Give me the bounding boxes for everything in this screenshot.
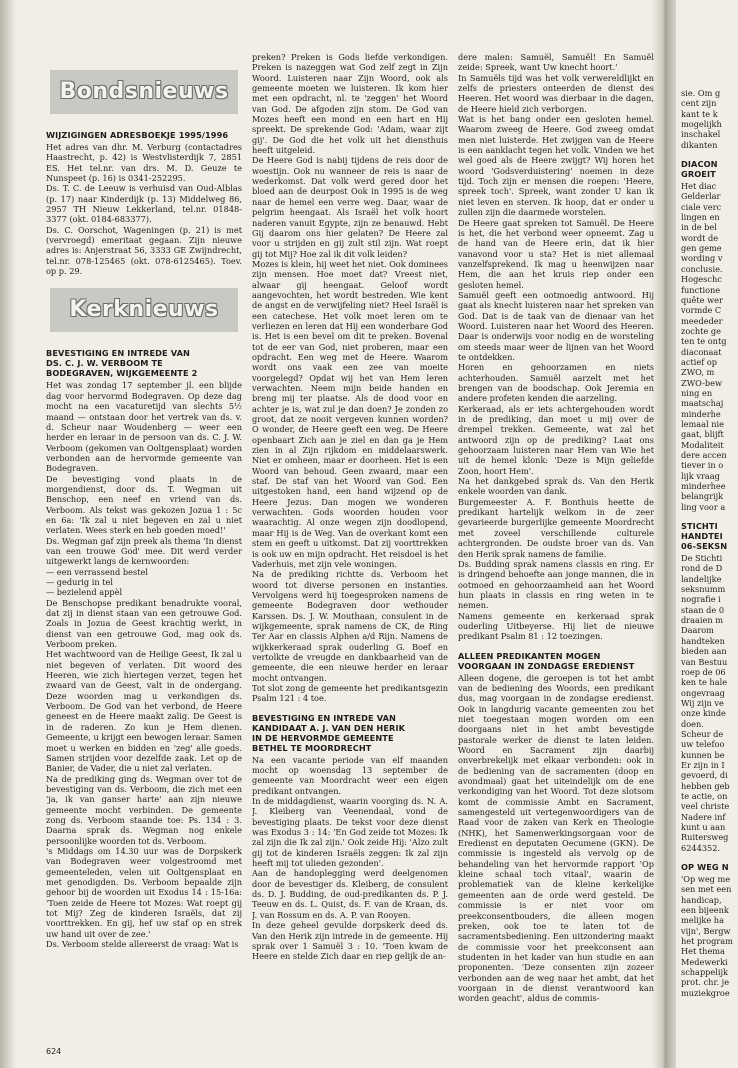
- bondsnieuws-banner: [50, 70, 238, 114]
- paragraph: Kerkeraad, als er iets achtergehouden wordt in de prediking, dan moet u mij over de drempel trekken. Gemeente, wat zal het antwoord zijn op de prediking? Laat ons gehoorzaam luisteren naar Hem van Wie het uit de hemel klonk: 'Deze is Mijn geliefde Zoon, hoort Hem'.: [458, 403, 654, 476]
- paragraph: Ds. Budding sprak namens classis en ring. Er is dringend behoefte aan jonge mannen, die in ootmoed en gehoorzaamheid aan het Woord hun plaats in classis en ring weten in te nemen.: [458, 558, 654, 611]
- paragraph: In Samuëls tijd was het volk verwereldlijkt en zelfs de priesters onteerden de dienst des Heeren. Het woord was dierbaar in die dagen, de Heere hield zich verborgen.: [458, 72, 654, 114]
- heading-diaconaat: DIACON GROEIT: [681, 159, 718, 180]
- kerknieuws-banner: [50, 288, 238, 332]
- paragraph: Alleen dogene, die geroepen is tot het ambt van de bediening des Woords, een predikant dus, mag voorgaan in de zondagse eredienst. Ook in langdurig vacante gemeenten zou het niet toegestaan mogen worden om een doorgaans niet in het ambt bevestigde pastorale werker de dienst te laten leiden. Woord en Sacrament zijn daarbij onverbrekelijk met elkaar verbonden: ook in de bediening van de sacramenten (doop en avondmaal) gaat het uiteindelijk om de ene verkondiging van het Woord. Tot deze slotsom komt de commissie Ambt en Sacrament, samengesteld uit vertegenwoordigers van de Raad voor de zaken van Kerk en Theologie (NHK), het Samenwerkingsorgaan voor de Eredienst en deputaten Oecumene (GKN). De commissie is ingesteld als vervolg op de behandeling van het hervormde rapport 'Op kleine schaal toch vitaal', waarin de problematiek van de kleine kerkelijke gemeenten aan de orde werd gesteld. De commissie is er niet voor om preekconsentbouders, die alleen mogen preken, ook toe te laten tot de sacramentsbediening. Een uitzondering maakt de commissie voor het preekconsent aan studenten in het kader van hun studie en aan proponenten. 'Deze consenten zijn zozeer verbonden aan de weg naar het ambt, dat het voorgaan in de dienst verantwoord kan worden geacht', aldus de commis-: [458, 672, 654, 1004]
- column-1: [46, 58, 242, 1048]
- paragraph: Burgemeester A. F. Bonthuis heette de predikant hartelijk welkom in de zeer gevarieerde burgerlijke gemeente Moordrecht met zoveel verschillende culturele achtergronden. De oudste broer van ds. Van den Herik sprak namens de familie.: [458, 496, 654, 559]
- paragraph: Ds. T. C. de Leeuw is verhuisd van Oud-Alblas (p. 17) naar Kinderdijk (p. 13) Middelweg 86, 2957 TH Nieuw Lekkerland, tel.nr. 01848-3377 (okt. 0184-683377).: [46, 183, 242, 225]
- paragraph: dere malen: Samuël, Samuël! En Samuël zeide: Spreek, want Uw knecht hoort.': [458, 52, 654, 73]
- paragraph: Wat is het bang onder een gesloten hemel. Waarom zweeg de Heere. God zweeg omdat men niet luisterde. Het zwijgen van de Heere is een aanklacht tegen het volk. Vinden we het wel goed als de Heere zwijgt? Wij horen het woord 'Godsverduistering' noemen in deze tijd. Toch zijn er mensen die roepen: 'Heere, spreek toch'. Spreek, want zonder U kan ik niet leven en sterven. Ik hoop, dat er onder u zullen zijn die daarmede worstelen.: [458, 114, 654, 218]
- heading-stichting: STICHTI HANDTEI 06-SEKSN: [681, 521, 728, 552]
- paragraph: Het adres van dhr. M. Verburg (contactadres Haastrecht, p. 42) is Westvlisterdijk 7, 2851 ES. Het tel.nr. van drs. M. D. Geuze te Nunspeet (p. 16) is 0341-252295.: [46, 142, 242, 184]
- column-3: [458, 52, 654, 1042]
- paragraph: Het was zondag 17 september jl. een blijde dag voor hervormd Bodegraven. Op deze dag mocht na een vacaturetijd van slechts 5½ maand — ontstaan door het vertrek van ds. v. d. Scheur naar Woudenberg — weer een herder en leraar in de persoon van ds. C. J. W. Verboom (gekomen van Ooltgensplaat) worden verbonden aan de hervormde gemeente van Bodegraven.: [46, 380, 242, 474]
- paragraph: sie. Om g cent zijn kant te k mogelijkh inschakel dikanten: [681, 88, 722, 150]
- paragraph: In deze geheel gevulde dorpskerk deed ds. Van den Herik zijn intrede in de gemeente. Hij sprak over 1 Samuël 3 : 10. 'Toen kwam de Heere en stelde Zich daar en riep gelijk de an-: [252, 920, 448, 962]
- kerknieuws-banner-text: Kerknieuws: [69, 297, 219, 323]
- heading-van-den-herik: BEVESTIGING EN INTREDE VAN KANDIDAAT A. J. VAN DEN HERIK IN DE HERVORMDE GEMEENTE BETHEL TE MOORDRECHT: [252, 712, 406, 753]
- paragraph: Ds. Verboom stelde allereerst de vraag: Wat is: [46, 939, 239, 950]
- paragraph: Mozes is klein, hij weet het niet. Ook dominees zijn mensen. Hoe moet dat? Vreest niet, alwaar gij heengaat. Geloof wordt aangevochten, het wordt bestreden. Wie kent de angst en de verwijfeling niet? Heel Israël is een catechese. Het volk moet leren om te verliezen en leren dat Hij een wonderbare God is. Het is een bevel om dit te preken. Bovenal tot de eer van God, niet proberen, maar een opdracht. Een weg met de Heere. Waarom wordt ons vaak een zee van moeite voorgelegd? Opdat wij het van Hem leren verwachten. Neem mijn beide handen en breng mij ter plaatse. Als de dood voor en achter je is, wat zul je dan doen? Je zonden zo groot, dat ze nooit vergeven kunnen worden? O wonder, de Heere geeft een weg. De Heere openbaart Zich aan je ziel en dan ga je Hem zien in al Zijn rijkdom en middelaarswerk. Niet er omheen, maar er doorheen. Het is een Woord van behoud. Geen zwaard, maar een staf. De staf van het Woord van God. Een uitgestoken hand, een hand wijzend op de Heere Jezus. Dan mogen we wonderen verwachten. Gods woorden houden voor waarachtig. Al onze wegen zijn doodlopend, maar Hij is de Weg. Van de overkant komt een stem en geeft u uitkomst. Dat zij voorttrekken is ook uw en mijn opdracht. Het reisdoel is het Vaderhuis, met zijn vele woningen.: [252, 258, 448, 569]
- paragraph: De bevestiging vond plaats in de morgendienst, door ds. T. Wegman uit Benschop, een neef en vriend van ds. Verboom. Als tekst was gekozen Jozua 1 : 5c en 6a: 'Ik zal u niet begeven en zal u niet verlaten. Wees sterk en heb goeden moed!': [46, 473, 242, 536]
- paragraph: Tot slot zong de gemeente het predikantsgezin Psalm 121 : 4 toe.: [252, 682, 448, 704]
- page-gutter-shadow: [652, 0, 676, 1068]
- heading-op-weg: OP WEG N: [681, 862, 729, 873]
- paragraph: Na het dankgebed sprak ds. Van den Herik enkele woorden van dank.: [458, 476, 654, 497]
- paragraph: Na de prediking richtte ds. Verboom het woord tot diverse personen en instanties. Vervolgens werd hij toegesproken namens de gemeente Bodegraven door wethouder Karssen. Ds. J. W. Mouthaan, consulent in de wijkgemeente, sprak namens de CK, de Ring Ter Aar en classis Alphen a/d Rijn. Namens de wijkkerkeraad sprak ouderling G. Boef en vertolkte de vreugde en dankbaarheid van de gemeente, die een nieuwe herder en leraar mocht ontvangen.: [252, 569, 448, 683]
- paragraph: preken? Preken is Gods liefde verkondigen. Preken is nazeggen wat God zelf zegt in Zijn Woord. Luisteren naar Zijn Woord, ook als gemeente moeten we luisteren. Ik kom hier met een opdracht, nl. te 'zeggen' het Woord van God. De afgoden zijn stom. De God van Mozes heeft een mond en een hart en Hij spreekt. De sprekende God: 'Adam, waar zijt gij'. De God die het volk uit het diensthuis heeft uitgeleid.: [252, 52, 448, 156]
- heading-adresboekje: WIJZIGINGEN ADRESBOEKJE 1995/1996: [46, 130, 229, 140]
- paragraph: Ds. Wegman gaf zijn preek als thema 'In dienst van een trouwe God' mee. Dit werd verder uitgewerkt langs de kernwoorden: — een verrassend bestel — gedurig in tel — bezielend appèl: [46, 535, 242, 598]
- column-2: [252, 52, 448, 1042]
- column-4-cropped: [681, 88, 738, 1068]
- paragraph: De Heere gaat spreken tot Samuël. De Heere is het, die het verbond weer opneemt. Zag u de hand van de Heere erin, dat ik hier vanavond voor u sta? Het is niet allemaal vanzelfsprekend. Ik mag u heenwijzen naar Hem, die aan het kruis riep onder een gesloten hemel.: [458, 217, 654, 290]
- paragraph: Aan de handoplegging werd deelgenomen door de bevestiger ds. Kleiberg, de consulent ds. D. J. Budding, de oud-predikanten ds. P. J. Teeuw en ds. L. Quist, ds. F. van de Kraan, ds. J. van Rossum en ds. A. P. van Rooyen.: [252, 868, 448, 920]
- paragraph: Ds. C. Oorschot, Wageningen (p. 21) is met (vervroegd) emeritaat gegaan. Zijn nieuwe adres is: Anjerstraat 56, 3333 GE Zwijndrecht, tel.nr. 078-125465 (okt. 078-6125465). Toev. op p. 29.: [46, 224, 242, 277]
- paragraph: Het wachtwoord van de Heilige Geest, Ik zal u niet begeven of verlaten. Dit woord des Heeren, wie zich hiertegen verzet, tegen het zwaard van de Geest, valt in de ondergang. Deze woorden mag u verkondigen ds. Verboom. De God van het verbond, de Heere geneest en de Heere maakt zalig. De Geest is in de raderen. Zo kun je Hem dienen. Gemeente, u krijgt een bewogen leraar. Samen moet u werken en bidden en 'zeg' alle goeds. Samen strijden voor dezelfde zaak. Let op de Banier, de Vader, die u niet zal verlaten.: [46, 649, 242, 774]
- heading-alleen-predikanten: ALLEEN PREDIKANTEN MOGEN VOORGAAN IN ZONDAGSE EREDIENST: [458, 650, 635, 671]
- paragraph: De Benschopse predikant benadrukte vooral, dat zij in dienst staan van een getrouwe God. Zoals in Jozua de Geest krachtig werkt, in dienst van een getrouwe God, mag ook ds. Verboom preken.: [46, 597, 242, 650]
- paragraph: Horen en gehoorzamen en niets achterhouden. Samuël aarzelt met het brengen van de boodschap. Ook Jeremia en andere profeten kenden die aarzeling.: [458, 362, 654, 404]
- paragraph: De Heere God is nabij tijdens de reis door de woestijn. Ook nu wanneer de reis is naar de wederkomst. Dat volk werd gered door het bloed aan de deurpost Ook in 1995 is de weg naar de hemel een verre weg. Daar, waar de pelgrim heengaat. Als Israël het volk hoort naderen vanuit Egypte, zijn ze benauwd. Hebt Gij daarom ons hier gelaten? De Heere zal voor u strijden en gij zult stil zijn. Wat roept gij tot Mij? Hoe zal ik dit volk leiden?: [252, 155, 448, 259]
- paragraph: In de middagdienst, waarin voorging ds. N. A. J. Kleiberg van Veenendaal, vond de bevestiging plaats. De tekst voor deze dienst was Exodus 3 : 14: 'En God zeide tot Mozes: Ik zal zijn die Ik zal zijn.' Ook zeide Hij: 'Alzo zult gij tot de kinderen Israëls zeggen: Ik zal zijn heeft mij tot ulieden gezonden'.: [252, 796, 448, 869]
- paragraph: 'Op weg me sen met een handicap, een bijeenk melijke ha vijn', Bergw het program Het thema Medewerki schappelijk prot. chr. je muziekgroe: [681, 874, 733, 998]
- paragraph: Na de prediking ging ds. Wegman over tot de bevestiging van ds. Verboom, die zich met een 'ja, ik van ganser harte' aan zijn nieuwe gemeente mocht verbinden. De gemeente zong ds. Verboom staande toe: Ps. 134 : 3. Daarna sprak ds. Wegman nog enkele persoonlijke woorden tot ds. Verboom.: [46, 773, 242, 846]
- book-spine-shadow: [0, 0, 16, 1068]
- paragraph: Na een vacante periode van elf maanden mocht op woensdag 13 september de gemeente van Moordracht weer een eigen predikant ontvangen.: [252, 754, 448, 796]
- heading-verboom: BEVESTIGING EN INTREDE VAN DS. C. J. W. VERBOOM TE BODEGRAVEN, WIJKGEMEENTE 2: [46, 348, 198, 379]
- paragraph: Het diac Gelderlar ciale verc lingen en in de bel wordt de gen geme wording v conclusie. Hogeschc functione quête wer vormde C meededer zochte ge ten te ontg diaconaat actief op ZWO, m ZWO-bew ning en maatschaj minderhe lemaal nie gaat, blijft Modaliteit dere accen tiever in o lijk vraag minderhee belangrijk ling voor a: [681, 181, 727, 512]
- paragraph: Namens gemeente en kerkeraad sprak ouderling Uitbeyerse. Hij liet de nieuwe predikant Psalm 81 : 12 toezingen.: [458, 610, 654, 642]
- paragraph: Samuël geeft een ootmoedig antwoord. Hij gaat als knecht luisteren naar het spreken van God. Dat is de taak van de dienaar van het Woord. Luisteren naar het Woord des Heeren. Daar is onderwijs voor nodig en de worsteling om steeds maar weer de lijnen van het Woord te ontdekken.: [458, 289, 654, 362]
- bondsnieuws-banner-text: Bondsnieuws: [59, 78, 229, 104]
- paragraph: De Stichti rond de D landelijke seksnumm nografie i staan de 0 draaien m Daarom handteken bieden aan van Bestuu roep de 06 ken te hale ongevraag Wij zijn ve onze kinde doen. Scheur de uw telefoo kunnen be Er zijn in I gevoerd, di hebben geb te actie, on veel christe Nadere inf kunt u aan Ruitersweg 6244352.: [681, 553, 730, 853]
- page-number: 624: [46, 1047, 62, 1056]
- paragraph: 's Middags om 14.30 uur was de Dorpskerk van Bodegraven weer volgestroomd met gemeenteleden, velen uit Ooltgensplaat en met genodigden. Ds. Verboom bepaalde zijn gehoor bij de woorden uit Exodus 14 : 15-16a: 'Toen zeide de Heere tot Mozes: Wat roept gij tot Mij? Zeg de kinderen Israëls, dat zij voorttrekken. En gij, hef uw staf op en strek uw hand uit over de zee.': [46, 845, 242, 939]
